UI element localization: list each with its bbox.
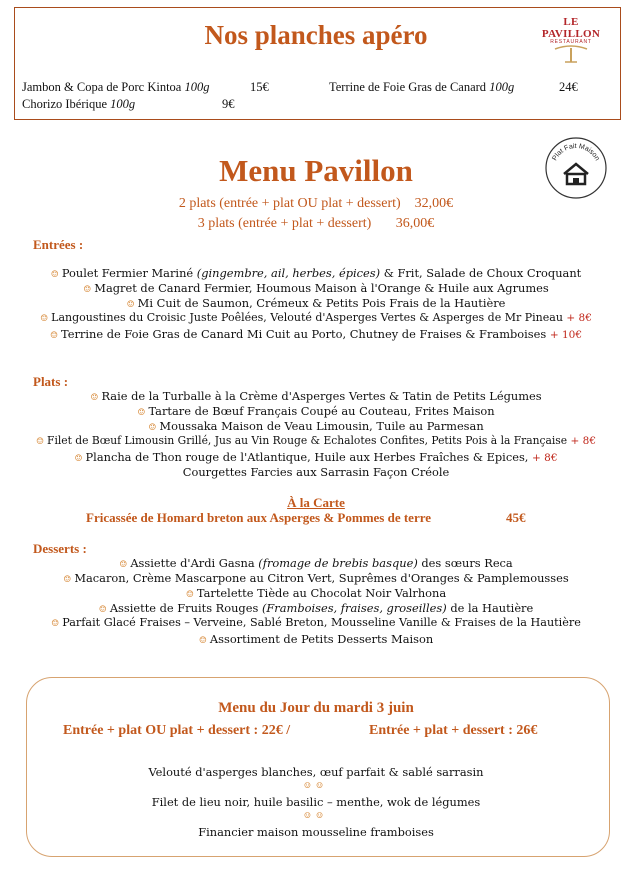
item-text: Magret de Canard Fermier, Houmous Maison à l'Orange & Huile aux Agrumes [94,281,549,295]
smiley-bullet-icon: ☺ [198,636,207,646]
item-text: de la Hautière [446,601,534,615]
pavillon-logo-icon [551,45,591,63]
item-text: Courgettes Farcies aux Sarrasin Façon Créole [182,465,450,479]
item-text: des sœurs Reca [417,556,513,570]
item-text: Plancha de Thon rouge de l'Atlantique, Huile aux Herbes Fraîches & Epices, [85,450,529,464]
item-text: Mi Cuit de Saumon, Crémeux & Petits Pois Frais de la Hautière [137,296,506,310]
item-italic: (fromage de brebis basque) [258,556,418,570]
planche-price: 24€ [559,80,578,94]
plat-item [0,389,632,403]
formula-3-plats: 3 plats (entrée + plat + dessert) 36,00€ [197,216,435,231]
planche-price: 15€ [250,80,269,94]
planche-weight: 100g [489,80,515,94]
item-text: Moussaka Maison de Veau Limousin, Tuile au Parmesan [159,419,484,433]
planche-item-jambon [22,80,209,95]
smiley-separator-icon: ☺☺ [303,811,329,820]
jour-formula-3-plats: Entrée + plat + dessert : 26€ [369,723,538,738]
planche-price: 9€ [222,97,235,111]
plats-heading: Plats : [33,374,69,389]
entree-item [0,311,632,324]
carte-item: Fricassée de Homard breton aux Asperges & Pommes de terre [86,510,432,525]
item-text: Macaron, Crème Mascarpone au Citron Vert, Suprêmes d'Oranges & Pamplemousses [74,571,569,585]
carte-price: 45€ [506,510,526,525]
planche-name: Jambon & Copa de Porc Kintoa [22,80,182,94]
smiley-bullet-icon: ☺ [49,331,59,341]
planche-name: Terrine de Foie Gras de Canard [329,80,487,94]
smiley-bullet-icon: ☺ [50,270,59,280]
item-text: Langoustines du Croisic Juste Poêlées, Velouté d'Asperges Vertes & Asperges de Mr Pineau [51,311,563,324]
jour-entree: Velouté d'asperges blanches, œuf parfait & sablé sarrasin [148,765,484,779]
pavillon-logo [540,16,602,58]
plat-item [0,434,632,447]
planche-item-chorizo [22,97,135,112]
entree-item [0,327,632,341]
item-text: Poulet Fermier Mariné [61,266,197,280]
smiley-separator-icon: ☺☺ [303,781,329,790]
jour-plat: Filet de lieu noir, huile basilic – menthe, wok de légumes [151,795,481,809]
item-text: & Frit, Salade de Choux Croquant [380,266,582,280]
dessert-item [0,601,632,615]
dessert-item [0,556,632,570]
menu-du-jour-title: Menu du Jour du mardi 3 juin [218,700,414,716]
supplement: + 8€ [532,452,558,464]
item-text: Parfait Glacé Fraises – Verveine, Sablé Breton, Mousseline Vanille & Fraises de la Hautière [62,616,581,629]
entree-item [0,281,632,295]
smiley-bullet-icon: ☺ [51,619,60,629]
formula-2-plats: 2 plats (entrée + plat OU plat + dessert) 32,00€ [178,196,454,211]
smiley-bullet-icon: ☺ [185,590,194,600]
dessert-item [0,586,632,600]
smiley-bullet-icon: ☺ [119,560,128,570]
item-italic: (Framboises, fraises, groseilles) [261,601,447,615]
supplement: + 8€ [570,435,597,447]
item-text: Filet de Bœuf Limousin Grillé, Jus au Vin Rouge & Echalotes Confites, Petits Pois à la Française [47,434,568,447]
jour-dessert: Financier maison mousseline framboises [198,825,434,839]
smiley-bullet-icon: ☺ [126,300,135,310]
smiley-bullet-icon: ☺ [137,408,146,418]
supplement: + 10€ [549,329,583,341]
planche-weight: 100g [184,80,210,94]
plat-item [0,450,632,464]
jour-formula-2-plats: Entrée + plat OU plat + dessert : 22€ / [63,723,291,738]
planche-weight: 100g [110,97,136,111]
entree-item [0,296,632,310]
smiley-bullet-icon: ☺ [98,605,107,615]
pavillon-logo-sub: RESTAURANT [550,39,592,45]
entree-item [0,266,632,280]
item-text: Assortiment de Petits Desserts Maison [209,632,434,646]
smiley-bullet-icon: ☺ [40,314,49,324]
plat-item [0,404,632,418]
smiley-bullet-icon: ☺ [83,285,92,295]
pavillon-logo-name: LE PAVILLON [541,16,601,40]
item-text: Tartelette Tiède au Chocolat Noir Valrhona [196,586,447,600]
item-text: Assiette d'Ardi Gasna [130,556,259,570]
supplement: + 8€ [566,312,592,324]
dessert-item [0,616,632,629]
smiley-bullet-icon: ☺ [74,454,83,464]
desserts-heading: Desserts : [33,541,87,556]
item-text: Assiette de Fruits Rouges [109,601,262,615]
smiley-bullet-icon: ☺ [35,437,45,447]
plat-item [0,465,632,479]
item-italic: (gingembre, ail, herbes, épices) [196,266,381,280]
fait-maison-text: Plat Fait Maison [551,142,601,163]
dessert-item [0,571,632,585]
smiley-bullet-icon: ☺ [63,575,72,585]
entrees-heading: Entrées : [33,237,84,252]
item-text: Raie de la Turballe à la Crème d'Asperges Vertes & Tatin de Petits Légumes [101,389,542,403]
plat-item [0,419,632,433]
smiley-bullet-icon: ☺ [90,393,99,403]
item-text: Tartare de Bœuf Français Coupé au Couteau, Frites Maison [148,404,495,418]
menu-title: Menu Pavillon [219,153,413,188]
planche-item-foie-gras [329,80,514,95]
smiley-bullet-icon: ☺ [148,423,157,433]
planches-title: Nos planches apéro [204,20,428,50]
carte-heading: À la Carte [287,495,345,510]
dessert-item [0,632,632,646]
planche-name: Chorizo Ibérique [22,97,108,111]
item-text: Terrine de Foie Gras de Canard Mi Cuit au Porto, Chutney de Fraises & Framboises [61,327,547,341]
